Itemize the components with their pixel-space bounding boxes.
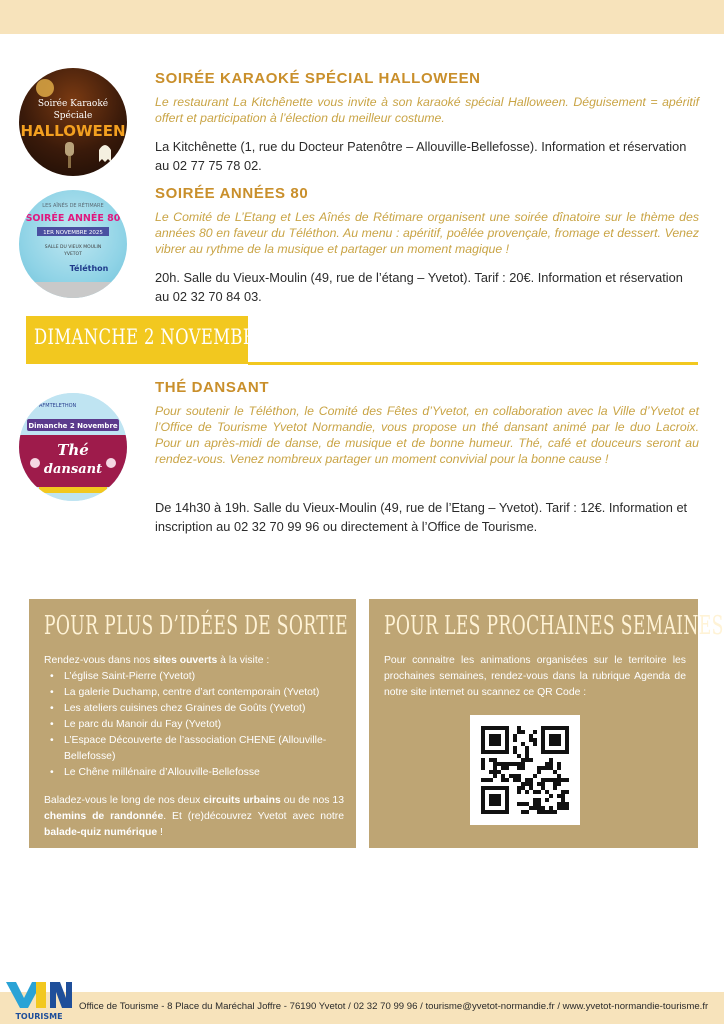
the-dansant-poster-art <box>19 393 127 501</box>
annees-80-poster-line5: Téléthon <box>69 264 109 273</box>
halloween-poster-image <box>19 68 127 176</box>
event-info: 20h. Salle du Vieux-Moulin (49, rue de l’étang – Yvetot). Tarif : 20€. Information et réservation au 02 32 70 84 03. <box>155 270 683 304</box>
annees-80-poster-line2: 1ER NOVEMBRE 2025 <box>43 230 103 236</box>
day-banner <box>26 316 698 366</box>
outro-text: . Et (re)découvrez Yvetot avec notre <box>163 811 344 822</box>
event-description: Le Comité de L’Etang et Les Aînés de Rétimare organisent une soirée dînatoire sur le thème des années 80 en faveur du Téléthon. Au menu : apéritif, poêlée provençale, fromage et dessert. Venez vibrer au rythme de la musique et partager un moment magique ! <box>155 210 699 256</box>
annees-80-poster-line4: YVETOT <box>64 252 82 257</box>
list-item: • La galerie Duchamp, centre d’art contemporain (Yvetot) <box>44 685 349 701</box>
event-title: THÉ DANSANT <box>155 379 270 396</box>
list-item: • L’Espace Découverte de l’association CHENE (Allouville-Bellefosse) <box>44 733 349 765</box>
the-dansant-poster-line3: dansant <box>43 462 103 477</box>
the-dansant-poster-image <box>19 393 127 501</box>
list-item: • Les ateliers cuisines chez Graines de Goûts (Yvetot) <box>44 701 349 717</box>
event-description: Le restaurant La Kitchênette vous invite à son karaoké spécial Halloween. Déguisement = apéritif offert et participation à l’élection du meilleur costume. <box>155 95 699 125</box>
ideas-box-intro <box>44 653 344 669</box>
list-item: • Le parc du Manoir du Fay (Yvetot) <box>44 717 349 733</box>
list-item: • Le Chêne millénaire d’Allouville-Bellefosse <box>44 765 349 781</box>
yvetot-normandie-logo <box>4 978 74 1022</box>
annees-80-poster-line0: LES AÎNÉS DE RÉTIMARE <box>42 203 104 209</box>
qr-code-icon <box>470 715 580 825</box>
halloween-poster-line1: Soirée Karaoké <box>37 99 109 109</box>
outro-bold-balade: balade-quiz numérique <box>44 827 158 838</box>
footer-contact: Office de Tourisme - 8 Place du Maréchal Joffre - 76190 Yvetot / 02 32 70 99 96 / tourisme@yvetot-normandie.fr / www.yvetot-normandie-tourisme.fr <box>79 1001 709 1012</box>
annees-80-poster-art <box>19 190 127 298</box>
ideas-intro-text-end: à la visite : <box>217 655 270 666</box>
ideas-box-title: POUR PLUS D’IDÉES DE SORTIE <box>44 611 348 641</box>
upcoming-box-text: Pour connaitre les animations organisées sur le territoire les prochaines semaines, rendez-vous dans la rubrique Agenda de notre site internet ou scannez ce QR Code : <box>384 655 686 698</box>
halloween-poster-line2: Spéciale <box>53 111 93 121</box>
day-banner-title: DIMANCHE 2 NOVEMBRE <box>34 325 268 349</box>
event-title: SOIRÉE KARAOKÉ SPÉCIAL HALLOWEEN <box>155 70 481 87</box>
outro-bold-chemins: chemins de randonnée <box>44 811 164 822</box>
ideas-sites-list <box>44 669 349 781</box>
event-description: Pour soutenir le Téléthon, le Comité des Fêtes d’Yvetot, en collaboration avec la Ville d’Yvetot et l’Office de Tourisme Yvetot Normandie, vous propose un thé dansant animé par le duo Lacroix. Pour un après-midi de danse, de musique et de bonne humeur. Thé, café et douceurs seront au rendez-vous. Venez nombreux partager un moment convivial pour la bonne cause ! <box>155 404 699 466</box>
upcoming-box-title: POUR LES PROCHAINES SEMAINES <box>384 611 724 641</box>
day-banner-rule <box>248 362 698 365</box>
the-dansant-poster-line0: AFMTELETHON <box>39 403 77 409</box>
event-title: SOIRÉE ANNÉES 80 <box>155 185 309 202</box>
the-dansant-poster-line1: Dimanche 2 Novembre <box>28 422 118 430</box>
logo-text: TOURISME <box>15 1012 63 1021</box>
footer-band <box>0 992 724 1024</box>
outro-text: ou de nos 13 <box>280 795 344 806</box>
ideas-box <box>29 599 356 848</box>
ideas-intro-text: Rendez-vous dans nos <box>44 655 154 666</box>
logo-icon <box>4 978 74 1022</box>
the-dansant-poster-line2: Thé <box>57 441 89 459</box>
top-band <box>0 0 724 34</box>
event-info: La Kitchênette (1, rue du Docteur Patenôtre – Allouville-Bellefosse). Information et réservation au 02 77 75 78 02. <box>155 139 687 173</box>
ideas-box-outro <box>44 793 344 841</box>
event-info: De 14h30 à 19h. Salle du Vieux-Moulin (49, rue de l’Etang – Yvetot). Tarif : 12€. Information et inscription au 02 32 70 99 96 ou directement à l’Office de Tourisme. <box>155 500 688 534</box>
annees-80-poster-line1: SOIRÉE ANNÉE 80 <box>25 213 121 224</box>
upcoming-box <box>369 599 724 848</box>
outro-text: ! <box>157 827 163 838</box>
annees-80-poster-image <box>19 190 127 298</box>
day-banner-box <box>26 316 268 364</box>
halloween-poster-art <box>19 68 127 176</box>
ideas-intro-bold: sites ouverts <box>153 655 218 666</box>
outro-text: Baladez-vous le long de nos deux <box>44 795 204 806</box>
list-item: • L’église Saint-Pierre (Yvetot) <box>44 669 349 685</box>
qr-code[interactable] <box>470 715 580 825</box>
halloween-poster-line3: HALLOWEEN <box>20 122 126 140</box>
annees-80-poster-line3: SALLE DU VIEUX MOULIN <box>44 245 102 250</box>
outro-bold-circuits: circuits urbains <box>203 795 281 806</box>
